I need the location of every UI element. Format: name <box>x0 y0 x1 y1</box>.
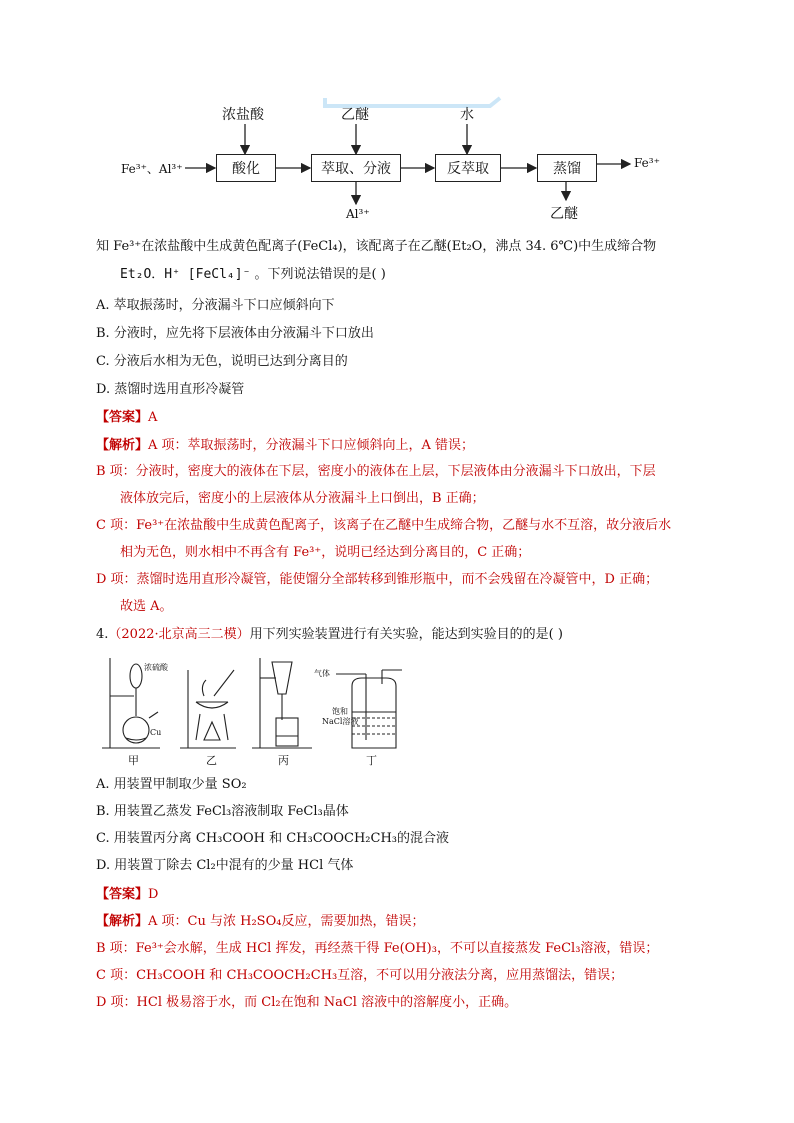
label-yi: 乙 <box>206 754 217 767</box>
flow-step-extract-label: 萃取、分液 <box>321 161 391 177</box>
label-jia: 甲 <box>128 754 139 767</box>
q4-analysis-line-4: D 项：HCl 极易溶于水，而 Cl₂在饱和 NaCl 溶液中的溶解度小，正确。 <box>96 995 518 1010</box>
q3-analysis-tag: 【解析】 <box>96 438 149 453</box>
q4-answer <box>96 886 158 904</box>
q3-analysis-line-5: 相为无色，则水相中不再含有 Fe³⁺，说明已经达到分离目的，C 正确； <box>120 545 531 560</box>
q4-analysis-tag: 【解析】 <box>96 914 149 929</box>
flow-output-al: Al³⁺ <box>346 207 370 221</box>
q3-stem-line1: 知 Fe³⁺在浓盐酸中生成黄色配离子(FeCl₄)，该配离子在乙醚(Et₂O，沸点 34. 6℃)中生成缔合物 <box>96 239 657 254</box>
q4-analysis-text-1: A 项：Cu 与浓 H₂SO₄反应，需要加热，错误； <box>148 914 425 929</box>
flow-step-distill <box>537 154 597 182</box>
q3-stem-line2 <box>120 266 386 284</box>
q3-analysis-line-7: 故选 A。 <box>120 599 173 614</box>
label-saturated: 饱和 <box>332 707 348 716</box>
flow-step-back-extract <box>435 154 501 182</box>
q3-stem-formula: Et₂O．H⁺ [FeCl₄]⁻ <box>120 267 251 282</box>
apparatus-figure <box>100 656 420 768</box>
flow-step-back-extract-label: 反萃取 <box>447 161 489 177</box>
q4-answer-tag: 【答案】 <box>96 887 149 902</box>
q4-option-a: A. 用装置甲制取少量 SO₂ <box>96 777 247 792</box>
q4-answer-value: D <box>148 887 159 902</box>
q3-answer-tag: 【答案】 <box>96 410 149 425</box>
q4-stem-text: 用下列实验装置进行有关实验，能达到实验目的的是( ) <box>249 627 563 642</box>
q4-analysis-line-2: B 项：Fe³⁺会水解，生成 HCl 挥发，再经蒸干得 Fe(OH)₃，不可以直接蒸发 FeCl₃溶液，错误； <box>96 941 659 956</box>
q4-option-d: D. 用装置丁除去 Cl₂中混有的少量 HCl 气体 <box>96 858 354 873</box>
q4-analysis-line-1 <box>96 913 424 931</box>
q3-answer <box>96 409 157 427</box>
q3-answer-value: A <box>148 410 158 425</box>
q3-analysis-line-4: C 项：Fe³⁺在浓盐酸中生成黄色配离子，该离子在乙醚中生成缔合物，乙醚与水不互溶，故分液后水 <box>96 518 672 533</box>
flow-step-acidify <box>216 154 276 182</box>
label-bing: 丙 <box>278 754 289 767</box>
q3-analysis-line-6: D 项：蒸馏时选用直形冷凝管，能使馏分全部转移到锥形瓶中，而不会残留在冷凝管中，D 正确； <box>96 572 659 587</box>
label-nacl: NaCl溶液 <box>322 717 359 726</box>
q4-option-b: B. 用装置乙蒸发 FeCl₃溶液制取 FeCl₃晶体 <box>96 804 349 819</box>
q3-option-c: C. 分液后水相为无色，说明已达到分离目的 <box>96 354 348 369</box>
q4-number: 4. <box>96 627 109 642</box>
flow-output-ether: 乙醚 <box>550 206 578 222</box>
q4-source: （2022·北京高三二模） <box>108 627 250 642</box>
flow-reagent-conc-hcl: 浓盐酸 <box>222 107 264 123</box>
flow-diagram <box>0 90 794 230</box>
flow-step-distill-label: 蒸馏 <box>553 161 581 177</box>
label-gas: 气体 <box>314 669 330 678</box>
flow-step-extract <box>311 154 401 182</box>
label-ding: 丁 <box>366 754 377 767</box>
q4-analysis-line-3: C 项：CH₃COOH 和 CH₃COOCH₂CH₃互溶，不可以用分液法分离，应用蒸馏法，错误； <box>96 968 624 983</box>
q3-option-d: D. 蒸馏时选用直形冷凝管 <box>96 382 245 397</box>
flow-output-fe: Fe³⁺ <box>634 156 660 170</box>
q3-option-b: B. 分液时，应先将下层液体由分液漏斗下口放出 <box>96 326 374 341</box>
label-cu: Cu <box>150 728 162 737</box>
q3-analysis-line-3: 液体放完后，密度小的上层液体从分液漏斗上口倒出，B 正确； <box>120 491 485 506</box>
q3-analysis-line-1 <box>96 437 474 455</box>
q3-stem-tail: 。下列说法错误的是( ) <box>254 267 386 282</box>
q4-stem <box>96 626 563 644</box>
q3-analysis-text-1: A 项：萃取振荡时，分液漏斗下口应倾斜向上，A 错误； <box>148 438 475 453</box>
flow-step-acidify-label: 酸化 <box>232 161 260 177</box>
flow-reagent-ether: 乙醚 <box>341 107 369 123</box>
flow-reagent-water: 水 <box>460 107 474 123</box>
flow-input-ions: Fe³⁺、Al³⁺ <box>121 162 183 176</box>
q3-option-a: A. 萃取振荡时，分液漏斗下口应倾斜向下 <box>96 298 335 313</box>
label-conc-sulfuric: 浓硫酸 <box>144 663 168 672</box>
q3-analysis-line-2: B 项：分液时，密度大的液体在下层，密度小的液体在上层，下层液体由分液漏斗下口放出，下层 <box>96 464 656 479</box>
q4-option-c: C. 用装置丙分离 CH₃COOH 和 CH₃COOCH₂CH₃的混合液 <box>96 831 449 846</box>
